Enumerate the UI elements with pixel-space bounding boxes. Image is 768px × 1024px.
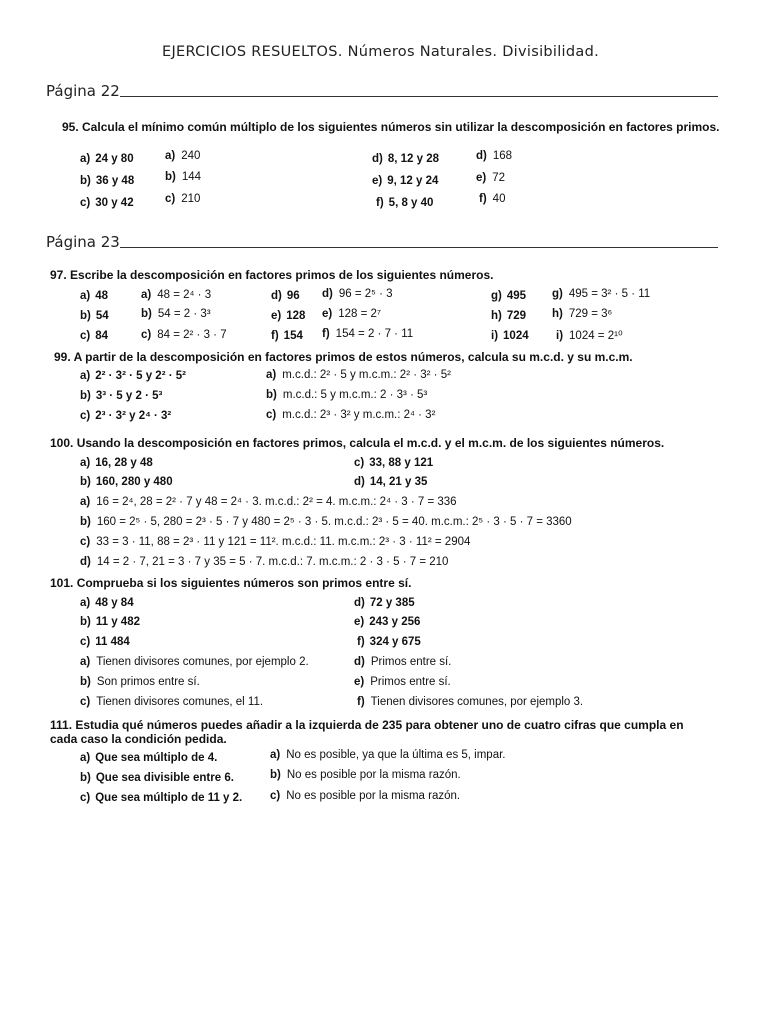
exercise-111-answer-b: b) No es posible por la misma razón.: [270, 769, 461, 781]
exercise-100-answer-a: a) 16 = 2⁴, 28 = 2² · 7 y 48 = 2⁴ · 3. m.c.d.: 2² = 4. m.c.m.: 2⁴ · 3 · 7 = 336: [80, 496, 457, 508]
document-title: EJERCICIOS RESUELTOS. Números Naturales. Divisibilidad.: [162, 44, 599, 60]
exercise-97-item-c: c) 84: [80, 330, 109, 342]
exercise-100-item-c: c) 33, 88 y 121: [354, 457, 434, 469]
exercise-101-item-a: a) 48 y 84: [80, 597, 134, 609]
exercise-97-answer-i: i) 1024 = 2¹⁰: [556, 330, 623, 342]
exercise-111-item-c: c) Que sea múltiplo de 11 y 2.: [80, 792, 243, 804]
exercise-99-item-b: b) 3³ · 5 y 2 · 5³: [80, 390, 163, 402]
exercise-95-item-a: a) 24 y 80: [80, 153, 134, 165]
exercise-101-item-d: d) 72 y 385: [354, 597, 415, 609]
exercise-95-item-f: f) 5, 8 y 40: [376, 197, 434, 209]
exercise-95-item-c: c) 30 y 42: [80, 197, 134, 209]
exercise-95-statement: 95. Calcula el mínimo común múltiplo de los siguientes números sin utilizar la descomposición en factores primos.: [62, 120, 720, 134]
exercise-95-answer-c: c) 210: [165, 193, 201, 205]
page-23-heading: Página 23: [46, 233, 120, 251]
exercise-100-item-b: b) 160, 280 y 480: [80, 476, 173, 488]
exercise-99-answer-c: c) m.c.d.: 2³ · 3² y m.c.m.: 2⁴ · 3²: [266, 409, 436, 421]
page-22-heading: Página 22: [46, 82, 120, 100]
page-23-rule: [120, 247, 718, 248]
exercise-101-item-c: c) 11 484: [80, 636, 130, 648]
exercise-97-answer-a: a) 48 = 2⁴ · 3: [141, 289, 212, 301]
exercise-97-answer-b: b) 54 = 2 · 3³: [141, 308, 211, 320]
exercise-97-item-i: i) 1024: [491, 330, 529, 342]
exercise-100-answer-b: b) 160 = 2⁵ · 5, 280 = 2³ · 5 · 7 y 480 = 2⁵ · 3 · 5. m.c.d.: 2³ · 5 = 40. m.c.m.: 2⁵ · 3 · 5 · 7 = 3360: [80, 516, 572, 528]
exercise-97-answer-f: f) 154 = 2 · 7 · 11: [322, 328, 414, 340]
exercise-95-item-b: b) 36 y 48: [80, 175, 135, 187]
exercise-97-answer-d: d) 96 = 2⁵ · 3: [322, 288, 393, 300]
exercise-95-item-e: e) 9, 12 y 24: [372, 175, 439, 187]
exercise-97-answer-e: e) 128 = 2⁷: [322, 308, 382, 320]
exercise-95-answer-f: f) 40: [479, 193, 506, 205]
exercise-97-item-a: a) 48: [80, 290, 109, 302]
exercise-101-answer-c: c) Tienen divisores comunes, el 11.: [80, 696, 264, 708]
exercise-97-item-e: e) 128: [271, 310, 306, 322]
exercise-100-item-d: d) 14, 21 y 35: [354, 476, 428, 488]
exercise-97-answer-g: g) 495 = 3² · 5 · 11: [552, 288, 651, 300]
exercise-101-answer-f: f) Tienen divisores comunes, por ejemplo 3.: [357, 696, 584, 708]
exercise-111-item-b: b) Que sea divisible entre 6.: [80, 772, 234, 784]
exercise-97-answer-c: c) 84 = 2² · 3 · 7: [141, 329, 227, 341]
exercise-99-answer-b: b) m.c.d.: 5 y m.c.m.: 2 · 3³ · 5³: [266, 389, 428, 401]
exercise-111-answer-a: a) No es posible, ya que la última es 5, impar.: [270, 749, 506, 761]
exercise-97-item-f: f) 154: [271, 330, 303, 342]
exercise-95-item-d: d) 8, 12 y 28: [372, 153, 440, 165]
exercise-95-answer-b: b) 144: [165, 171, 202, 183]
exercise-97-statement: 97. Escribe la descomposición en factores primos de los siguientes números.: [50, 268, 494, 282]
exercise-97-item-g: g) 495: [491, 290, 527, 302]
exercise-101-answer-a: a) Tienen divisores comunes, por ejemplo 2.: [80, 656, 309, 668]
exercise-101-answer-e: e) Primos entre sí.: [354, 676, 451, 688]
exercise-111-statement: 111. Estudia qué números puedes añadir a la izquierda de 235 para obtener uno de cuatro cifras que cumpla en cada caso la condición pedida.: [50, 718, 684, 746]
exercise-101-item-f: f) 324 y 675: [357, 636, 421, 648]
exercise-101-answer-b: b) Son primos entre sí.: [80, 676, 200, 688]
exercise-111-item-a: a) Que sea múltiplo de 4.: [80, 752, 218, 764]
page-22-rule: [120, 96, 718, 97]
exercise-99-item-c: c) 2³ · 3² y 2⁴ · 3²: [80, 410, 172, 422]
exercise-101-item-e: e) 243 y 256: [354, 616, 421, 628]
exercise-99-item-a: a) 2² · 3² · 5 y 2² · 5²: [80, 370, 186, 382]
exercise-95-answer-a: a) 240: [165, 150, 201, 162]
exercise-95-answer-e: e) 72: [476, 172, 506, 184]
exercise-111-answer-c: c) No es posible por la misma razón.: [270, 790, 461, 802]
exercise-95-answer-d: d) 168: [476, 150, 513, 162]
exercise-97-item-b: b) 54: [80, 310, 109, 322]
exercise-101-answer-d: d) Primos entre sí.: [354, 656, 452, 668]
exercise-101-statement: 101. Comprueba si los siguientes números son primos entre sí.: [50, 576, 412, 590]
exercise-101-item-b: b) 11 y 482: [80, 616, 140, 628]
exercise-100-item-a: a) 16, 28 y 48: [80, 457, 153, 469]
exercise-99-answer-a: a) m.c.d.: 2² · 5 y m.c.m.: 2² · 3² · 5²: [266, 369, 451, 381]
exercise-100-answer-c: c) 33 = 3 · 11, 88 = 2³ · 11 y 121 = 11². m.c.d.: 11. m.c.m.: 2³ · 3 · 11² = 2904: [80, 536, 471, 548]
exercise-100-answer-d: d) 14 = 2 · 7, 21 = 3 · 7 y 35 = 5 · 7. m.c.d.: 7. m.c.m.: 2 · 3 · 5 · 7 = 210: [80, 556, 449, 568]
exercise-97-answer-h: h) 729 = 3⁶: [552, 308, 613, 320]
exercise-97-item-h: h) 729: [491, 310, 527, 322]
exercise-97-item-d: d) 96: [271, 290, 300, 302]
exercise-100-statement: 100. Usando la descomposición en factores primos, calcula el m.c.d. y el m.c.m. de los siguientes números.: [50, 436, 665, 450]
exercise-99-statement: 99. A partir de la descomposición en factores primos de estos números, calcula su m.c.d. y su m.c.m.: [54, 350, 633, 364]
